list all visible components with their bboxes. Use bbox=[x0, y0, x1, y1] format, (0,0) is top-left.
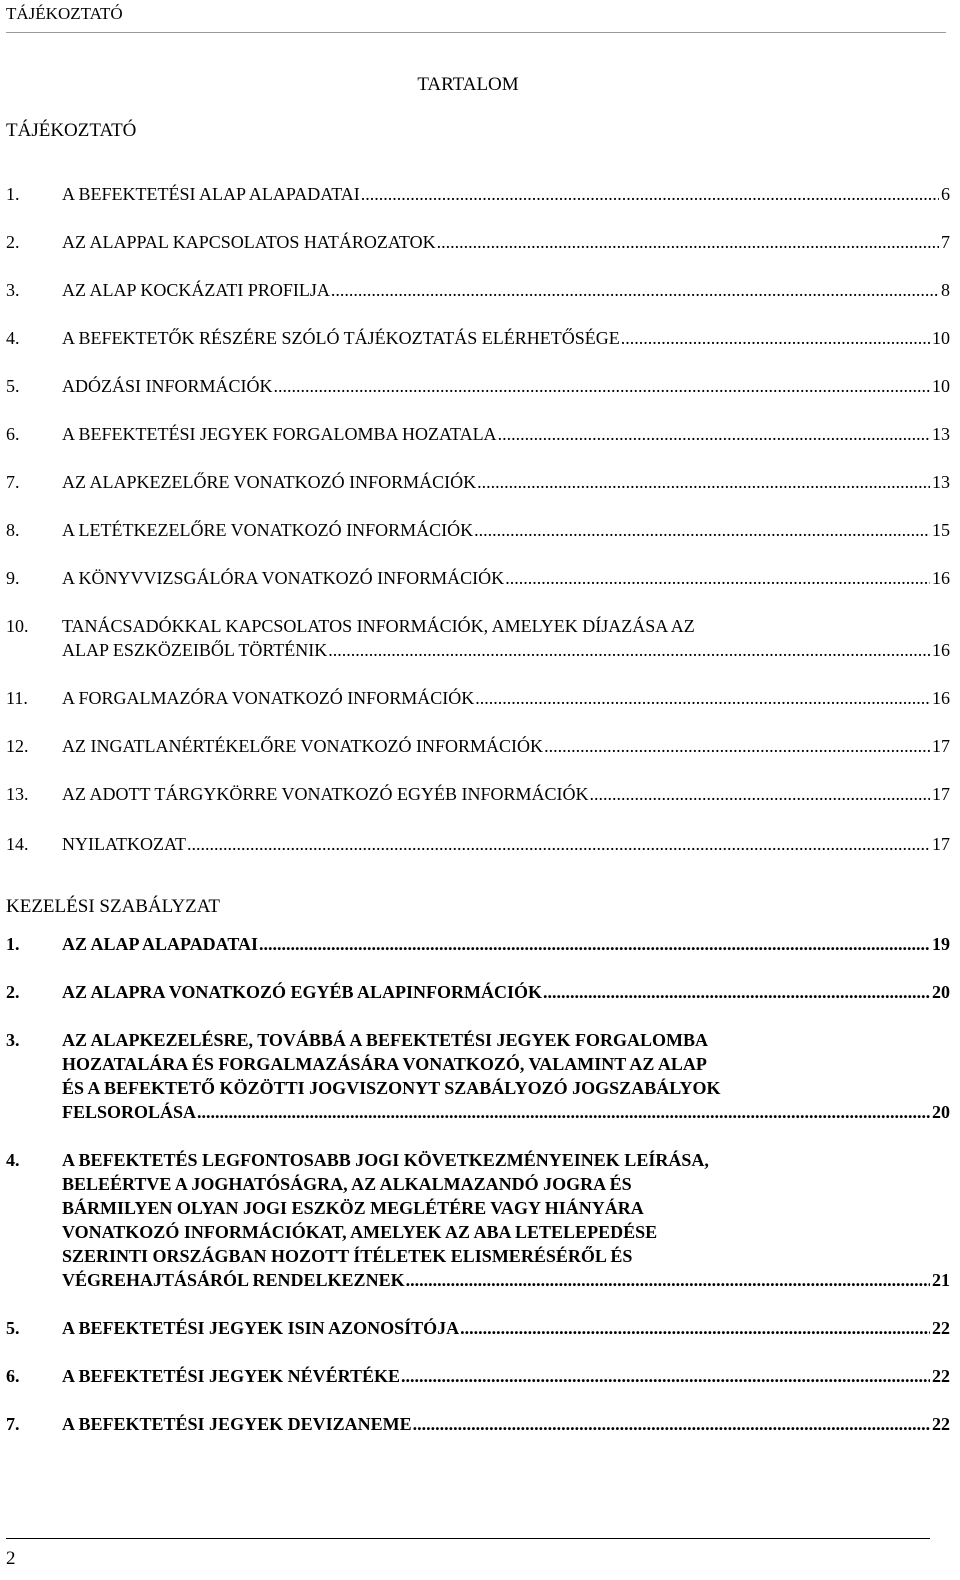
toc-entry-page: 8 bbox=[941, 280, 950, 300]
dot-leader bbox=[544, 734, 930, 758]
dot-leader bbox=[259, 932, 930, 956]
toc-entry-number: 7. bbox=[6, 472, 20, 492]
toc-entry-page: 22 bbox=[932, 1414, 950, 1434]
toc-entry-page: 17 bbox=[932, 834, 950, 854]
toc-entry-title-line: VÉGREHAJTÁSÁRÓL RENDELKEZNEK bbox=[62, 1270, 405, 1290]
toc-entry-title-line: A BEFEKTETÉSI JEGYEK NÉVÉRTÉKE bbox=[62, 1366, 400, 1386]
toc-entry-title-line: ÉS A BEFEKTETŐ KÖZÖTTI JOGVISZONYT SZABÁLYOZÓ JOGSZABÁLYOK bbox=[62, 1078, 721, 1098]
dot-leader bbox=[361, 182, 939, 206]
dot-leader bbox=[590, 782, 930, 806]
toc-entry-title-line: AZ ALAPKEZELŐRE VONATKOZÓ INFORMÁCIÓK bbox=[62, 472, 477, 492]
toc-entry-number: 6. bbox=[6, 1366, 20, 1386]
toc-entry-title-line: NYILATKOZAT bbox=[62, 834, 186, 854]
section-title-tajekoztato: TÁJÉKOZTATÓ bbox=[6, 120, 137, 141]
toc-entry-title-line: ADÓZÁSI INFORMÁCIÓK bbox=[62, 376, 273, 396]
dot-leader bbox=[498, 422, 930, 446]
toc-entry-number: 13. bbox=[6, 784, 29, 804]
toc-entry-number: 4. bbox=[6, 328, 20, 348]
dot-leader bbox=[401, 1364, 930, 1388]
toc-entry-title-line: A KÖNYVVIZSGÁLÓRA VONATKOZÓ INFORMÁCIÓK bbox=[62, 568, 505, 588]
toc-entry-title-line: AZ ALAP ALAPADATAI bbox=[62, 934, 259, 954]
toc-entry-title-line: A LETÉTKEZELŐRE VONATKOZÓ INFORMÁCIÓK bbox=[62, 520, 474, 540]
toc-entry-page: 16 bbox=[932, 688, 950, 708]
toc-entry-title-line: AZ ALAPPAL KAPCSOLATOS HATÁROZATOK bbox=[62, 232, 436, 252]
dot-leader bbox=[475, 686, 930, 710]
toc-entry-number: 14. bbox=[6, 834, 29, 854]
dot-leader bbox=[331, 278, 939, 302]
dot-leader bbox=[274, 374, 930, 398]
dot-leader bbox=[505, 566, 930, 590]
toc-entry-page: 10 bbox=[932, 328, 950, 348]
toc-entry-title-line: AZ ALAP KOCKÁZATI PROFILJA bbox=[62, 280, 330, 300]
dot-leader bbox=[437, 230, 939, 254]
toc-entry-title-line: BELEÉRTVE A JOGHATÓSÁGRA, AZ ALKALMAZANDÓ JOGRA ÉS bbox=[62, 1174, 632, 1194]
toc-entry-page: 22 bbox=[932, 1318, 950, 1338]
dot-leader bbox=[187, 832, 930, 856]
toc-entry-page: 15 bbox=[932, 520, 950, 540]
toc-entry-page: 13 bbox=[932, 424, 950, 444]
toc-entry-page: 22 bbox=[932, 1366, 950, 1386]
dot-leader bbox=[460, 1316, 930, 1340]
toc-entry-page: 17 bbox=[932, 784, 950, 804]
toc-entry-number: 2. bbox=[6, 982, 20, 1002]
toc-entry-title-line: TANÁCSADÓKKAL KAPCSOLATOS INFORMÁCIÓK, AMELYEK DÍJAZÁSA AZ bbox=[62, 616, 695, 636]
running-header: TÁJÉKOZTATÓ bbox=[6, 4, 123, 23]
toc-entry-title-line: A BEFEKTETÉSI JEGYEK DEVIZANEME bbox=[62, 1414, 412, 1434]
toc-entry-page: 20 bbox=[932, 1102, 950, 1122]
toc-title: TARTALOM bbox=[417, 74, 519, 95]
toc-entry-title-line: AZ INGATLANÉRTÉKELŐRE VONATKOZÓ INFORMÁCIÓK bbox=[62, 736, 544, 756]
toc-entry-title-line: VONATKOZÓ INFORMÁCIÓKAT, AMELYEK AZ ABA LETELEPEDÉSE bbox=[62, 1222, 658, 1242]
toc-entry-title-line: A BEFEKTETŐK RÉSZÉRE SZÓLÓ TÁJÉKOZTATÁS ELÉRHETŐSÉGE bbox=[62, 328, 620, 348]
toc-entry-number: 1. bbox=[6, 934, 20, 954]
toc-entry-page: 19 bbox=[932, 934, 950, 954]
dot-leader bbox=[413, 1412, 930, 1436]
toc-entry-page: 13 bbox=[932, 472, 950, 492]
toc-entry-title-line: AZ ADOTT TÁRGYKÖRRE VONATKOZÓ EGYÉB INFORMÁCIÓK bbox=[62, 784, 589, 804]
toc-entry-number: 6. bbox=[6, 424, 20, 444]
toc-entry-page: 20 bbox=[932, 982, 950, 1002]
footer-rule bbox=[6, 1538, 930, 1539]
toc-entry-page: 16 bbox=[932, 568, 950, 588]
header-rule bbox=[6, 32, 946, 33]
toc-entry-number: 5. bbox=[6, 376, 20, 396]
toc-entry-title-line: AZ ALAPRA VONATKOZÓ EGYÉB ALAPINFORMÁCIÓK bbox=[62, 982, 543, 1002]
toc-entry-page: 10 bbox=[932, 376, 950, 396]
toc-entry-number: 12. bbox=[6, 736, 29, 756]
dot-leader bbox=[543, 980, 930, 1004]
toc-entry-page: 21 bbox=[932, 1270, 950, 1290]
toc-entry-title-line: A BEFEKTETÉS LEGFONTOSABB JOGI KÖVETKEZMÉNYEINEK LEÍRÁSA, bbox=[62, 1150, 709, 1170]
toc-entry-title-line: A FORGALMAZÓRA VONATKOZÓ INFORMÁCIÓK bbox=[62, 688, 475, 708]
toc-entry-title-line: AZ ALAPKEZELÉSRE, TOVÁBBÁ A BEFEKTETÉSI JEGYEK FORGALOMBA bbox=[62, 1030, 708, 1050]
toc-entry-page: 6 bbox=[941, 184, 950, 204]
toc-entry-number: 11. bbox=[6, 688, 28, 708]
toc-entry-number: 7. bbox=[6, 1414, 20, 1434]
toc-entry-number: 3. bbox=[6, 280, 20, 300]
toc-entry-title-line: A BEFEKTETÉSI JEGYEK FORGALOMBA HOZATALA bbox=[62, 424, 497, 444]
toc-entry-number: 10. bbox=[6, 616, 29, 636]
toc-entry-title-line: A BEFEKTETÉSI JEGYEK ISIN AZONOSÍTÓJA bbox=[62, 1318, 460, 1338]
toc-entry-page: 7 bbox=[941, 232, 950, 252]
toc-entry-title-line: A BEFEKTETÉSI ALAP ALAPADATAI bbox=[62, 184, 360, 204]
toc-entry-number: 2. bbox=[6, 232, 20, 252]
toc-entry-number: 9. bbox=[6, 568, 20, 588]
toc-entry-number: 8. bbox=[6, 520, 20, 540]
toc-entry-title-line: HOZATALÁRA ÉS FORGALMAZÁSÁRA VONATKOZÓ, VALAMINT AZ ALAP bbox=[62, 1054, 707, 1074]
toc-entry-title-line: ALAP ESZKÖZEIBŐL TÖRTÉNIK bbox=[62, 640, 328, 660]
toc-entry-page: 16 bbox=[932, 640, 950, 660]
dot-leader bbox=[328, 638, 930, 662]
toc-entry-number: 5. bbox=[6, 1318, 20, 1338]
dot-leader bbox=[406, 1268, 930, 1292]
dot-leader bbox=[474, 518, 930, 542]
toc-entry-number: 1. bbox=[6, 184, 20, 204]
dot-leader bbox=[197, 1100, 930, 1124]
page-number: 2 bbox=[6, 1548, 16, 1569]
toc-entry-title-line: SZERINTI ORSZÁGBAN HOZOTT ÍTÉLETEK ELISMERÉSÉRŐL ÉS bbox=[62, 1246, 633, 1266]
dot-leader bbox=[477, 470, 930, 494]
toc-entry-title-line: FELSOROLÁSA bbox=[62, 1102, 197, 1122]
toc-entry-number: 4. bbox=[6, 1150, 20, 1170]
toc-entry-number: 3. bbox=[6, 1030, 20, 1050]
toc-entry-title-line: BÁRMILYEN OLYAN JOGI ESZKÖZ MEGLÉTÉRE VAGY HIÁNYÁRA bbox=[62, 1198, 644, 1218]
section-title-kezelesi-szabalyzat: KEZELÉSI SZABÁLYZAT bbox=[6, 896, 220, 917]
dot-leader bbox=[621, 326, 930, 350]
toc-entry-page: 17 bbox=[932, 736, 950, 756]
